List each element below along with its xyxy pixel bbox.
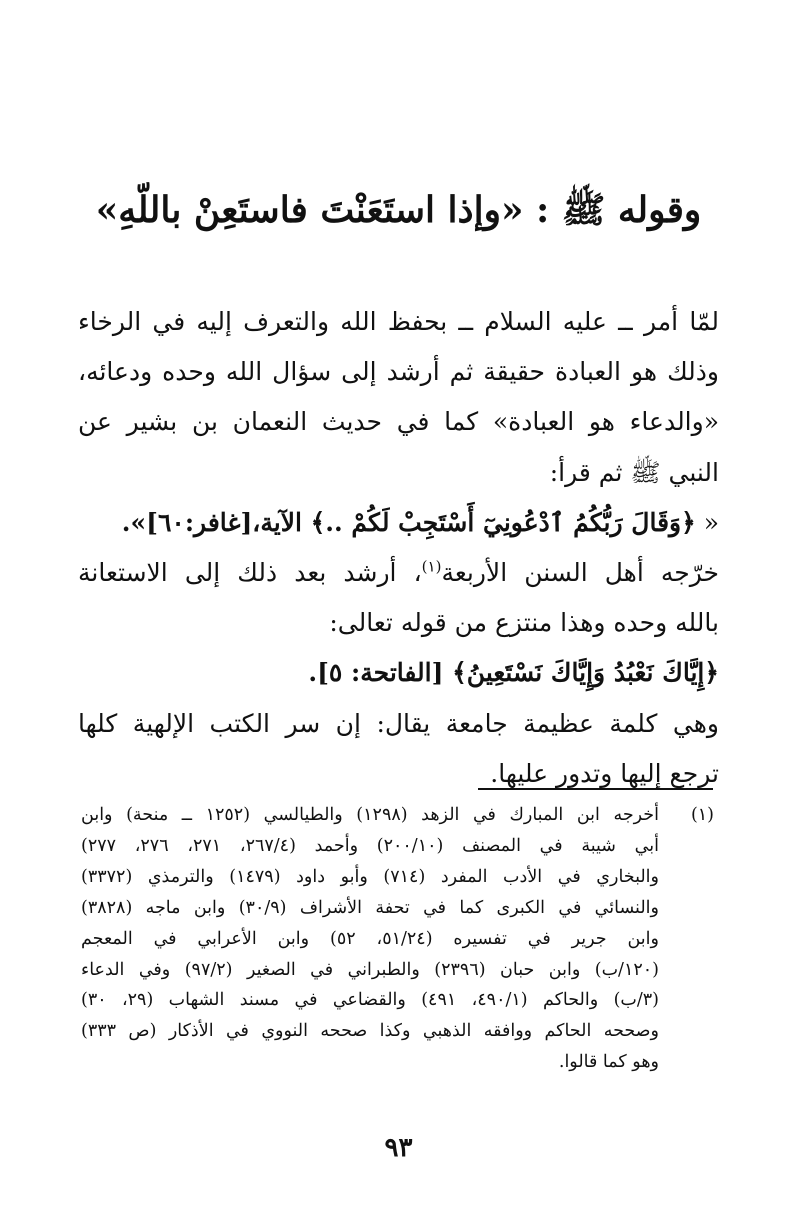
quran-verse: ﴿وَقَالَ رَبُّكُمُ ٱدْعُونِيٓ أَسْتَجِبْ لَكُمْ ..﴾ الآية،[غافر:٦٠]».	[121, 507, 696, 537]
text-line: «والدعاء هو العبادة» كما في حديث النعمان بن بشير عن	[78, 407, 719, 437]
quran-verse-line: ﴿إِيَّاكَ نَعْبُدُ وَإِيَّاكَ نَسْتَعِينُ﴾ [الفاتحة: ٥].	[308, 658, 719, 688]
page-number: ٩٣	[384, 1133, 413, 1163]
footnote-line: وصححه الحاكم ووافقه الذهبي وكذا صححه النووي في الأذكار (ص ٣٣٣)	[81, 1021, 659, 1042]
footnote-line: وهو كما قالوا.	[558, 1052, 659, 1073]
text-segment: ، أرشد بعد ذلك إلى الاستعانة	[78, 558, 422, 588]
footnote-line: والبخاري في الأدب المفرد (٧١٤) وأبو داود (١٤٧٩) والترمذي (٣٣٧٢)	[81, 866, 659, 887]
text-line: بالله وحده وهذا منتزع من قوله تعالى:	[329, 608, 719, 638]
section-heading: وقوله ﷺ : «وإذا استَعَنْتَ فاستَعِنْ باللّهِ»	[95, 189, 702, 231]
main-text	[78, 297, 719, 799]
footnote-divider	[478, 788, 713, 790]
text-line: النبي ﷺ ثم قرأ:	[549, 457, 719, 487]
footnote-line: وابن جرير في تفسيره (٥١/٢٤، ٥٢) وابن الأعرابي في المعجم	[81, 928, 659, 949]
footnote-number: (١)	[690, 805, 714, 825]
footnote-marker: (١)	[421, 557, 442, 576]
footnote-line: أبي شيبة في المصنف (٢٠٠/١٠) وأحمد (٢٦٧/٤، ٢٧١، ٢٧٦، ٢٧٧)	[81, 835, 659, 856]
footnote-line: (١٢٠/ب) وابن حبان (٢٣٩٦) والطبراني في الصغير (٩٧/٢) وفي الدعاء	[81, 959, 659, 980]
quran-verse-line	[78, 498, 719, 548]
footnote-body	[81, 800, 659, 1078]
text-line	[78, 548, 719, 598]
text-line: لمّا أمر ــ عليه السلام ــ بحفظ الله والتعرف إليه في الرخاء	[78, 307, 719, 336]
text-line: وذلك هو العبادة حقيقة ثم أرشد إلى سؤال الله وحده ودعائه،	[78, 357, 719, 387]
footnote-line: أخرجه ابن المبارك في الزهد (١٢٩٨) والطيالسي (١٢٥٢ ــ منحة) وابن	[81, 805, 659, 825]
text-line: وهي كلمة عظيمة جامعة يقال: إن سر الكتب الإلهية كلها	[78, 708, 719, 738]
text-line: ترجع إليها وتدور عليها.	[490, 758, 719, 788]
footnote-line: (٣/ب) والحاكم (٤٩٠/١، ٤٩١) والقضاعي في مسند الشهاب (٢٩، ٣٠)	[81, 990, 659, 1011]
text-segment: خرّجه أهل السنن الأربعة	[441, 558, 719, 588]
quote-mark: «	[703, 507, 719, 537]
footnote-line: والنسائي في الكبرى كما في تحفة الأشراف (٣٠/٩) وابن ماجه (٣٨٢٨)	[81, 897, 659, 918]
